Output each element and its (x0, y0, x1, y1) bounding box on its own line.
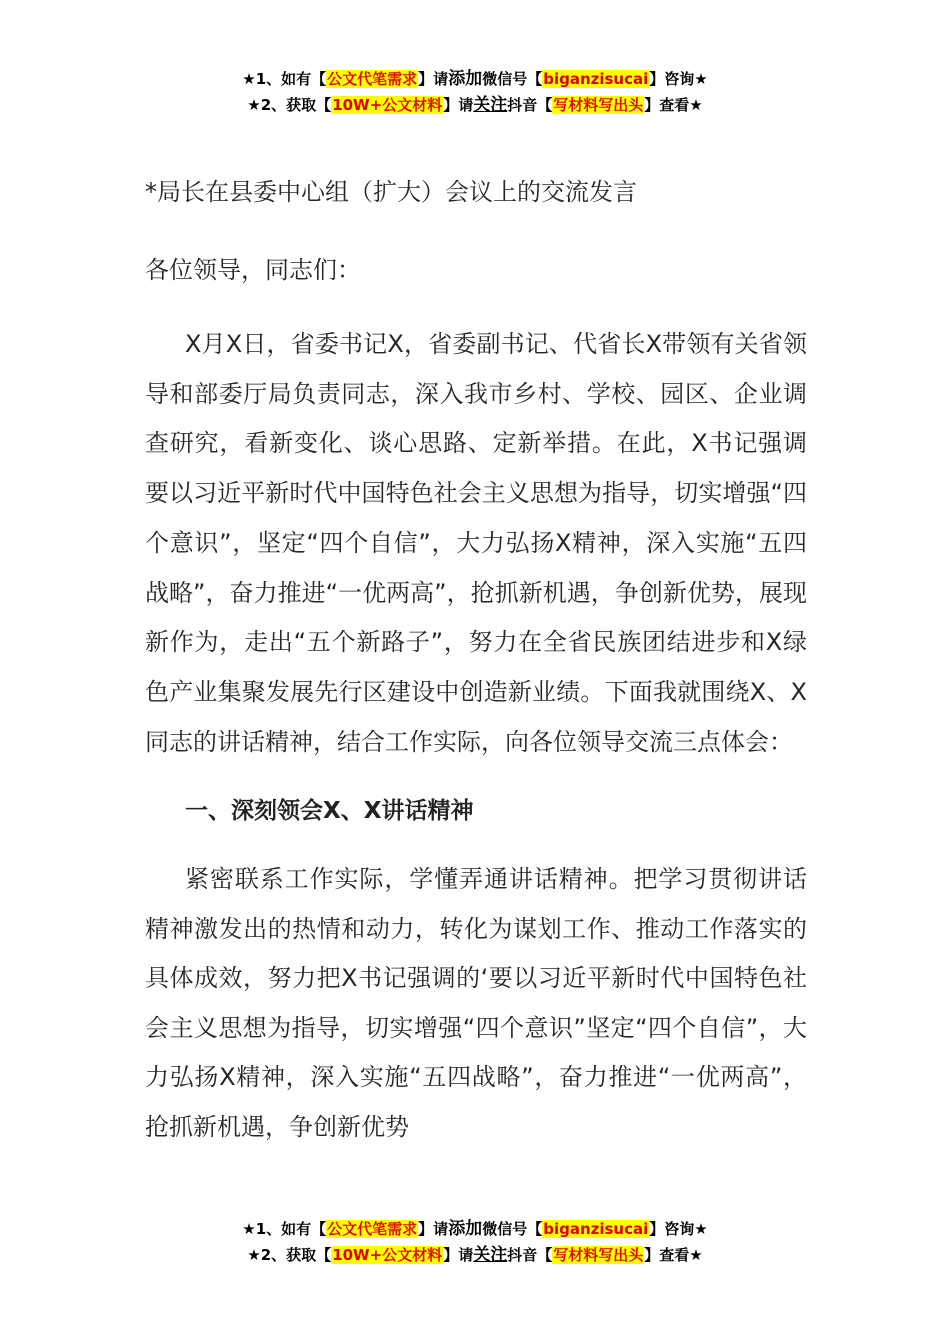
paragraph-2: 紧密联系工作实际，学懂弄通讲话精神。把学习贯彻讲话精神激发出的热情和动力，转化为谋划工作、推动工作落实的具体成效，努力把X书记强调的‘要以习近平新时代中国特色社会主义思想为指导，切实增强“四个意识”坚定“四个自信”，大力弘扬X精神，深入实施“五四战略”，奋力推进“一优两高”，抢抓新机遇，争创新优势 (145, 865, 807, 1141)
service-highlight: 公文代笔需求 (327, 1220, 418, 1238)
douyin-id-highlight: 写材料写出头 (553, 1246, 644, 1264)
service-highlight: 公文代笔需求 (327, 70, 418, 88)
section-heading-1: 一、深刻领会X、X讲话精神 (185, 798, 474, 825)
wechat-id-highlight: biganzisucai (543, 70, 649, 88)
top-promo-banner (0, 66, 950, 118)
promo-line-1: ★1、如有【公文代笔需求】请添加微信号【biganzisucai】咨询★ (242, 69, 708, 89)
promo-line-1: ★1、如有【公文代笔需求】请添加微信号【biganzisucai】咨询★ (242, 1219, 708, 1239)
wechat-id-highlight: biganzisucai (543, 1220, 649, 1238)
promo-line-2: ★2、获取【10W+公文材料】请关注抖音【写材料写出头】查看★ (247, 95, 703, 115)
douyin-id-highlight: 写材料写出头 (553, 96, 644, 114)
document-body (145, 168, 807, 1152)
greeting: 各位领导，同志们： (145, 256, 361, 284)
promo-line-2: ★2、获取【10W+公文材料】请关注抖音【写材料写出头】查看★ (247, 1245, 703, 1265)
materials-highlight: 10W+公文材料 (332, 1246, 443, 1264)
materials-highlight: 10W+公文材料 (332, 96, 443, 114)
bottom-promo-banner (0, 1216, 950, 1268)
paragraph-1: X月X日，省委书记X，省委副书记、代省长X带领有关省领导和部委厅局负责同志，深入我市乡村、学校、园区、企业调查研究，看新变化、谈心思路、定新举措。在此，X书记强调要以习近平新时代中国特色社会主义思想为指导，切实增强“四个意识”，坚定“四个自信”，大力弘扬X精神，深入实施“五四战略”，奋力推进“一优两高”，抢抓新机遇，争创新优势，展现新作为，走出“五个新路子”，努力在全省民族团结进步和X绿色产业集聚发展先行区建设中创造新业绩。下面我就围绕X、X同志的讲话精神，结合工作实际，向各位领导交流三点体会： (145, 330, 807, 756)
document-title: *局长在县委中心组（扩大）会议上的交流发言 (145, 178, 637, 206)
